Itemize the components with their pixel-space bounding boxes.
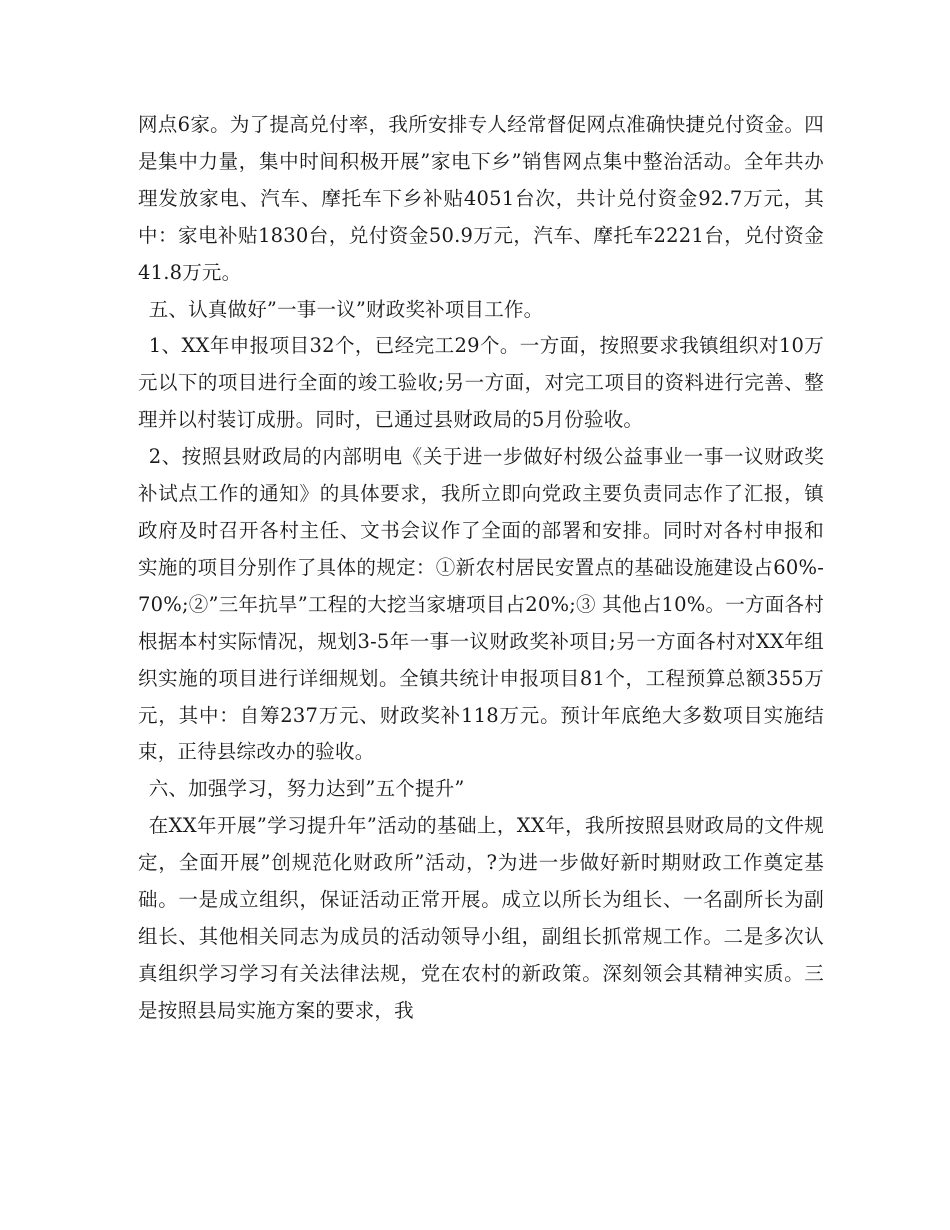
paragraph-3: 2、按照县财政局的内部明电《关于进一步做好村级公益事业一事一议财政奖补试点工作的通知》的具体要求，我所立即向党政主要负责同志作了汇报，镇政府及时召开各村主任、文书会议作了全面的部署和安排。同时对各村申报和实施的项目分别作了具体的规定：①新农村居民安置点的基础设施建设占60%-70%;②”三年抗旱”工程的大挖当家塘项目占20%;③ 其他占10%。一方面各村根据本村实际情况，规划3-5年一事一议财政奖补项目;另一方面各村对XX年组织实施的项目进行详细规划。全镇共统计申报项目81个，工程预算总额355万元，其中：自筹237万元、财政奖补118万元。预计年底绝大多数项目实施结束，正待县综改办的验收。 bbox=[138, 445, 824, 764]
paragraph-4: 在XX年开展”学习提升年”活动的基础上，XX年，我所按照县财政局的文件规定，全面开展”创规范化财政所”活动，?为进一步做好新时期财政工作奠定基础。一是成立组织，保证活动正常开展。成立以所长为组长、一名副所长为副组长、其他相关同志为成员的活动领导小组，副组长抓常规工作。二是多次认真组织学习学习有关法律法规，党在农村的新政策。深刻领会其精神实质。三是按照县局实施方案的要求，我 bbox=[138, 814, 824, 1022]
paragraph-2: 1、XX年申报项目32个，已经完工29个。一方面，按照要求我镇组织对10万元以下的项目进行全面的竣工验收;另一方面，对完工项目的资料进行完善、整理并以村装订成册。同时，已通过县财政局的5月份验收。 bbox=[138, 334, 824, 432]
section-heading-5: 五、认真做好”一事一议”财政奖补项目工作。 bbox=[148, 297, 544, 321]
paragraph-1: 网点6家。为了提高兑付率，我所安排专人经常督促网点准确快捷兑付资金。四是集中力量，集中时间积极开展”家电下乡”销售网点集中整治活动。全年共办理发放家电、汽车、摩托车下乡补贴4051台次，共计兑付资金92.7万元，其中：家电补贴1830台，兑付资金50.9万元，汽车、摩托车2221台，兑付资金41.8万元。 bbox=[138, 113, 824, 284]
document-body bbox=[138, 107, 824, 1030]
section-heading-6: 六、加强学习，努力达到”五个提升” bbox=[148, 777, 465, 801]
